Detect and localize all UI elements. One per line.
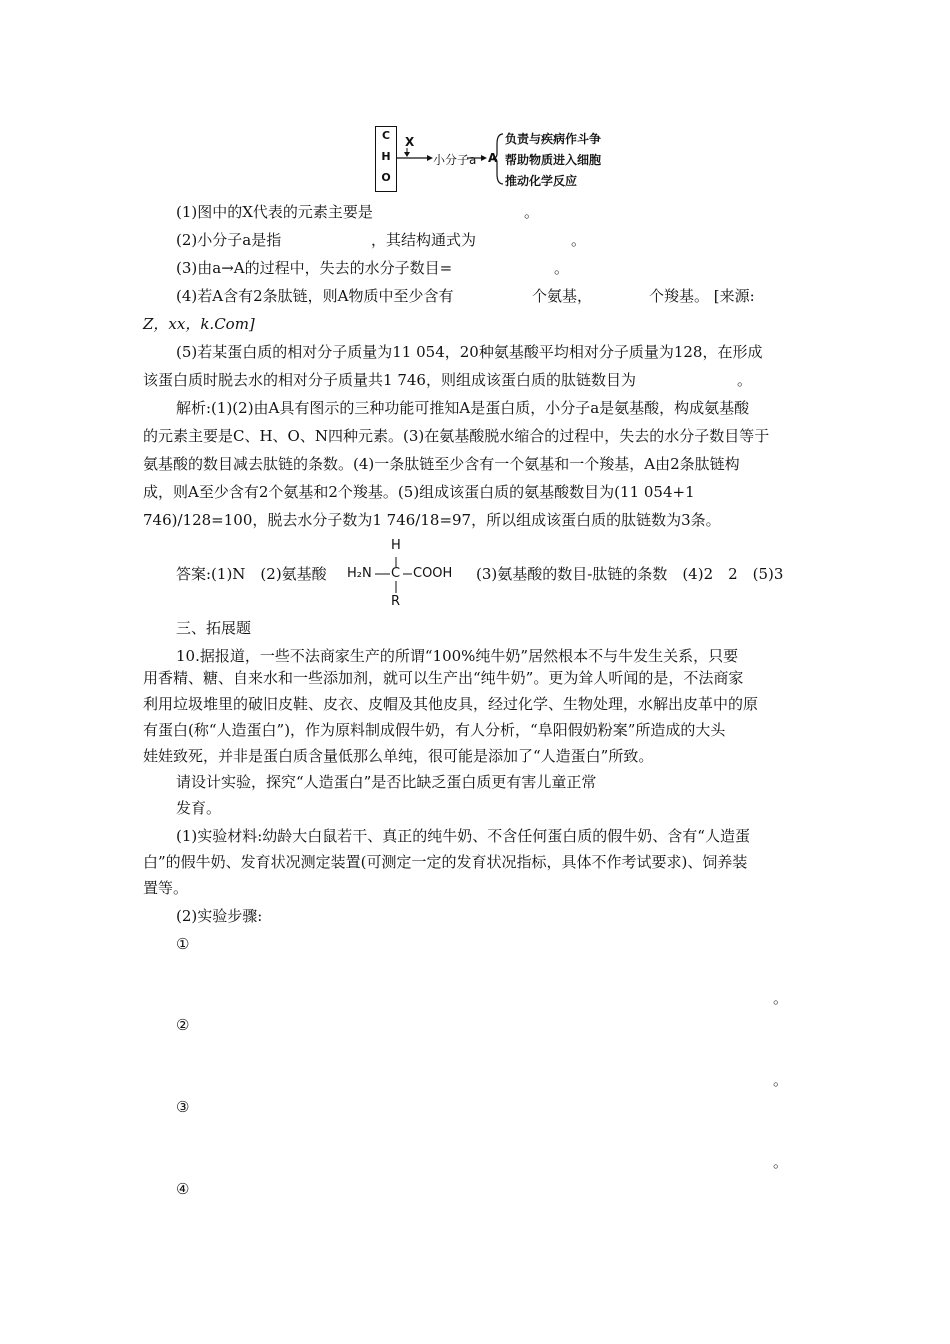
question-2-mid: ，其结构通式为 [371,231,477,249]
question-4-line2: Z，xx，k.Com] [143,315,255,333]
question-5-line2 [143,367,809,394]
design-line-2: 发育。 [176,799,222,817]
analysis-line-4: 成，则A至少含有2个氨基和2个羧基。(5)组成该蛋白质的氨基酸数目为(11 054+1 [143,483,695,501]
materials-line-2: 白”的假牛奶、发育状况测定装置(可测定一定的发育状况指标，具体不作考试要求)、饲养装 [143,853,748,871]
q10-line-2: 用香精、糖、自来水和一些添加剂，就可以生产出“纯牛奶”。更为耸人听闻的是，不法商家 [143,669,744,687]
section-heading: 三、拓展题 [176,619,252,637]
design-line-1: 请设计实验，探究“人造蛋白”是否比缺乏蛋白质更有害儿童正常 [176,773,597,791]
formula-top: H [391,538,401,553]
analysis-line-1: 解析:(1)(2)由A具有图示的三种功能可推知A是蛋白质，小分子a是氨基酸，构成氨基酸 [176,399,750,417]
question-2-text: (2)小分子a是指 [176,231,282,249]
formula-right: COOH [413,566,453,581]
step-3-end: 。 [773,1153,789,1171]
materials-line-1: (1)实验材料:幼龄大白鼠若干、真正的纯牛奶、不含任何蛋白质的假牛奶、含有“人造蛋 [176,827,750,845]
product-label: A [488,151,498,165]
question-1 [143,199,809,226]
step-4: ④ [176,1180,190,1198]
question-4-mid2: 个羧基。 [来源: [649,287,755,305]
question-2-end: 。 [571,231,587,249]
answer-line [143,561,809,588]
step-1-end: 。 [773,989,789,1007]
answer-prefix: 答案:(1)N (2)氨基酸 [176,565,327,583]
q10-line-5: 娃娃致死，并非是蛋白质含量低那么单纯，很可能是添加了“人造蛋白”所致。 [143,747,654,765]
steps-heading: (2)实验步骤: [176,907,263,925]
q10-line-4: 有蛋白(称“人造蛋白”)，作为原料制成假牛奶，有人分析，“阜阳假奶粉案”所造成的大头 [143,721,726,739]
question-5-text: 该蛋白质时脱去水的相对分子质量共1 746，则组成该蛋白质的肽链数目为 [143,371,636,389]
question-5-end: 。 [737,371,753,389]
formula-left: H₂N [347,566,372,581]
question-4-mid1: 个氨基， [532,287,593,305]
x-label: X [405,135,415,149]
function-1: 负责与疾病作斗争 [505,132,602,146]
formula-bottom: R [391,594,401,609]
question-3-end: 。 [554,259,570,277]
analysis-line-2: 的元素主要是C、H、O、N四种元素。(3)在氨基酸脱水缩合的过程中，失去的水分子数目等于 [143,427,770,445]
function-2: 帮助物质进入细胞 [505,153,602,167]
materials-line-3: 置等。 [143,879,189,897]
analysis-line-5: 746)/128=100，脱去水分子数为1 746/18=97，所以组成该蛋白质的肽链数为3条。 [143,511,721,529]
element-o: O [381,171,391,184]
element-c: C [381,129,391,142]
analysis-line-3: 氨基酸的数目减去肽链的条数。(4)一条肽链至少含有一个氨基和一个羧基，A由2条肽链构 [143,455,740,473]
question-3 [143,255,809,282]
element-h: H [381,150,391,163]
amino-acid-formula [347,538,467,612]
question-5-line1: (5)若某蛋白质的相对分子质量为11 054，20种氨基酸平均相对分子质量为128，在形成 [176,343,763,361]
q10-line-3: 利用垃圾堆里的破旧皮鞋、皮衣、皮帽及其他皮具，经过化学、生物处理，水解出皮革中的原 [143,695,759,713]
protein-function-diagram [375,124,615,194]
step-1: ① [176,935,190,953]
step-2: ② [176,1016,190,1034]
answer-suffix: (3)氨基酸的数目-肽链的条数 (4)2 2 (5)3 [476,565,784,583]
question-2 [143,227,809,254]
formula-center: C [391,566,401,581]
question-3-text: (3)由a→A的过程中，失去的水分子数目= [176,259,453,277]
question-1-text: (1)图中的X代表的元素主要是 [176,203,373,221]
function-3: 推动化学反应 [505,174,578,188]
q10-line-1: 10.据报道，一些不法商家生产的所谓“100%纯牛奶”居然根本不与牛发生关系，只要 [176,647,739,665]
question-4 [143,283,809,310]
small-molecule-label: 小分子a [433,153,477,167]
question-1-end: 。 [524,203,540,221]
step-3: ③ [176,1098,190,1116]
step-2-end: 。 [773,1071,789,1089]
question-4-text: (4)若A含有2条肽链，则A物质中至少含有 [176,287,454,305]
